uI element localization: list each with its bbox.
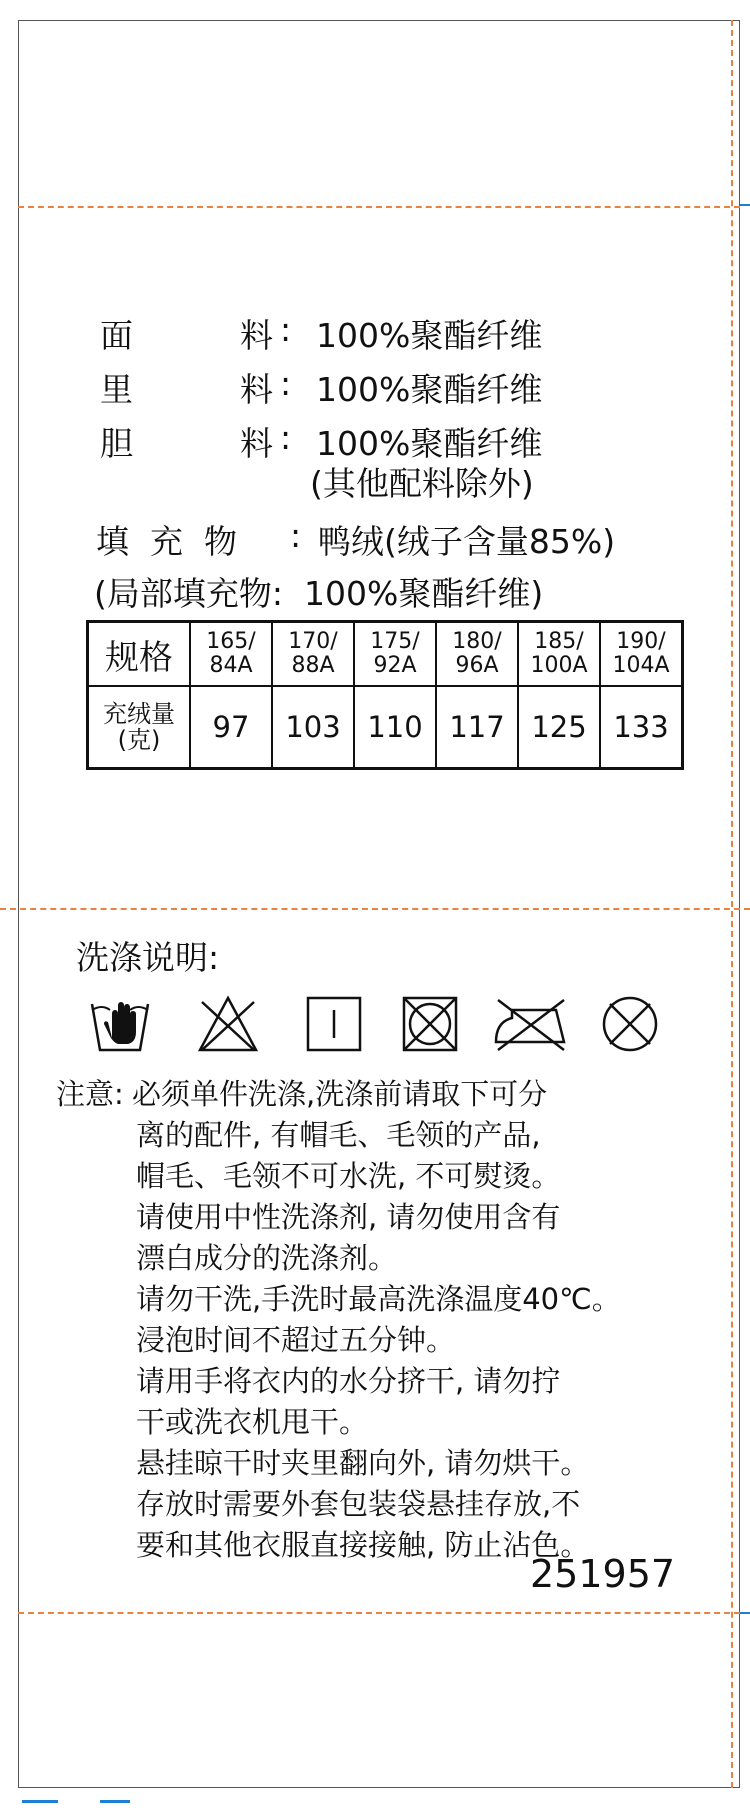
note-prefix: 注意:: [56, 1077, 124, 1111]
spec-header-label: 规格: [88, 622, 191, 687]
size-line2: 100A: [530, 653, 588, 678]
size-line2: 104A: [612, 653, 670, 678]
note-line: 请勿干洗,手洗时最高洗涤温度40℃。: [136, 1282, 621, 1316]
liner-label-right: 料: [240, 424, 273, 463]
size-line2: 92A: [373, 653, 417, 678]
fold-line-middle: [0, 908, 750, 910]
note-line: 漂白成分的洗涤剂。: [136, 1241, 398, 1275]
note-line: 必须单件洗涤,洗涤前请取下可分: [132, 1077, 548, 1111]
care-title: 洗涤说明:: [76, 938, 220, 977]
down-fill-value: 117: [436, 686, 518, 769]
liner-value: 100%聚酯纤维: [316, 424, 543, 463]
do-not-dry-clean-icon: [598, 992, 662, 1056]
size-line1: 175/: [370, 629, 420, 654]
partial-filling-note: (局部填充物: 100%聚酯纤维): [94, 574, 544, 613]
cut-mark-bottom-mid: [100, 1800, 130, 1803]
cut-mark-right-top: [740, 204, 750, 206]
size-line2: 96A: [455, 653, 499, 678]
do-not-iron-icon: [492, 992, 570, 1056]
down-fill-value: 103: [272, 686, 354, 769]
filling-label: 填 充 物: [96, 522, 237, 561]
size-line2: 84A: [209, 653, 253, 678]
spec-table: [86, 620, 684, 770]
size-line2: 88A: [291, 653, 335, 678]
down-fill-label: [88, 686, 191, 769]
note-line: 帽毛、毛领不可水洗, 不可熨烫。: [136, 1159, 561, 1193]
size-cell: [436, 622, 518, 687]
size-cell: [272, 622, 354, 687]
spec-header-row: [88, 622, 683, 687]
fold-line-bottom: [18, 1612, 740, 1614]
note-line: 干或洗衣机甩干。: [136, 1405, 369, 1439]
down-fill-label-line2: (克): [117, 726, 161, 754]
down-fill-label-line1: 充绒量: [103, 700, 175, 728]
down-fill-value: 125: [518, 686, 600, 769]
fabric-value: 100%聚酯纤维: [316, 316, 543, 355]
down-fill-value: 110: [354, 686, 436, 769]
do-not-bleach-icon: [196, 992, 260, 1056]
fabric-label-right: 料: [240, 316, 273, 355]
cut-mark-bottom-left: [22, 1800, 58, 1803]
note-line: 离的配件, 有帽毛、毛领的产品,: [136, 1118, 541, 1152]
liner-label-left: 胆: [100, 424, 133, 463]
fold-line-top: [18, 206, 740, 208]
fabric-colon: :: [280, 310, 292, 349]
size-line1: 170/: [288, 629, 338, 654]
note-line: 浸泡时间不超过五分钟。: [136, 1323, 456, 1357]
size-cell: [354, 622, 436, 687]
note-line: 请用手将衣内的水分挤干, 请勿拧: [136, 1364, 561, 1398]
note-line: 要和其他衣服直接接触, 防止沾色。: [136, 1528, 590, 1562]
filling-value: 鸭绒(绒子含量85%): [318, 522, 616, 561]
do-not-tumble-dry-icon: [398, 992, 462, 1056]
note-line: 存放时需要外套包装袋悬挂存放,不: [136, 1487, 581, 1521]
lining-value: 100%聚酯纤维: [316, 370, 543, 409]
note-line: 悬挂晾干时夹里翻向外, 请勿烘干。: [136, 1446, 590, 1480]
fold-line-right: [731, 20, 733, 1788]
product-code: 251957: [530, 1552, 676, 1596]
down-fill-value: 97: [190, 686, 272, 769]
size-line1: 190/: [616, 629, 666, 654]
size-cell: [190, 622, 272, 687]
down-fill-row: [88, 686, 683, 769]
liner-colon: :: [280, 418, 292, 457]
down-fill-value: 133: [600, 686, 683, 769]
lining-colon: :: [280, 364, 292, 403]
cut-mark-right-bottom: [740, 1612, 750, 1614]
line-dry-icon: [302, 992, 366, 1056]
lining-label-right: 料: [240, 370, 273, 409]
fabric-label-left: 面: [100, 316, 133, 355]
filling-colon: :: [290, 516, 302, 555]
exception-note: (其他配料除外): [310, 464, 534, 503]
size-line1: 180/: [452, 629, 502, 654]
size-line1: 185/: [534, 629, 584, 654]
note-line: 请使用中性洗涤剂, 请勿使用含有: [136, 1200, 561, 1234]
hand-wash-icon: [88, 992, 152, 1056]
lining-label-left: 里: [100, 370, 133, 409]
size-cell: [600, 622, 683, 687]
size-cell: [518, 622, 600, 687]
size-line1: 165/: [206, 629, 256, 654]
